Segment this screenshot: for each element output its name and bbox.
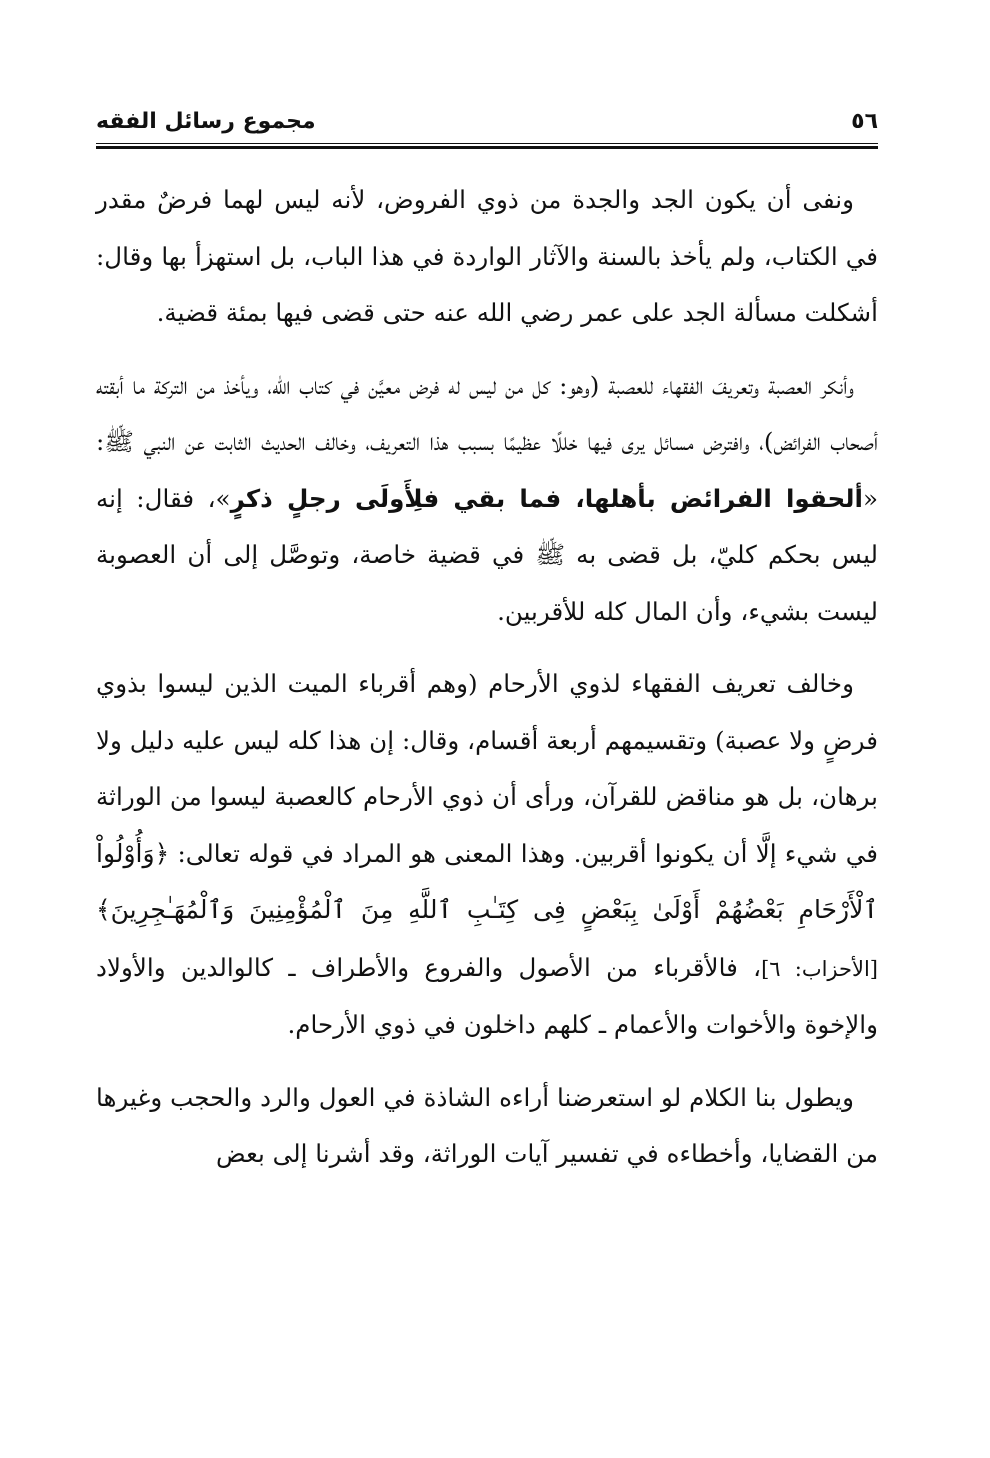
book-title: مجموع رسائل الفقه <box>96 109 316 134</box>
header-rule-thick <box>96 146 878 149</box>
paragraph-asaba-text-2: »، فقال: إنه ليس بحكم كليّ، بل قضى به ﷺ في قضية خاصة، وتوصَّل إلى أن العصوبة ليست بشيء، وأن المال كله للأقربين. <box>96 483 878 626</box>
running-header <box>96 100 878 134</box>
verse-reference: [الأحزاب: ٦] <box>761 956 878 981</box>
paragraph-arham-text-2: ، فالأقرباء من الأصول والفروع والأطراف ـ كالوالدين والأولاد والإخوة والأخوات والأعمام ـ كلهم داخلون في ذوي الأرحام. <box>96 952 878 1039</box>
paragraph-dhawil-arham <box>96 656 878 1054</box>
paragraph-asaba-text-1: وأنكر العصبة وتعريفَ الفقهاء للعصبة (وهو: كل من ليس له فرض معيَّن في كتاب الله، ويأخذ من التركة ما أبقته أصحاب الفرائض)، وافترض مسائل يرى فيها خللًا عظيمًا بسبب هذا التعريف، وخالف الحديث الثابت عن النبي ﷺ: « <box>96 370 878 513</box>
hadith-quote: ألحقوا الفرائض بأهلها، فما بقي فلِأَولَى رجلٍ ذكرٍ <box>230 483 863 513</box>
paragraph-grandparents: ونفى أن يكون الجد والجدة من ذوي الفروض، لأنه ليس لهما فرضٌ مقدر في الكتاب، ولم يأخذ بالسنة والآثار الواردة في هذا الباب، بل استهزأ بها وقال: أشكلت مسألة الجد على عمر رضي الله عنه حتى قضى فيها بمئة قضية. <box>96 185 878 327</box>
paragraph-asaba <box>96 358 878 641</box>
quran-verse: ﴿وَأُوْلُواْ ٱلْأَرْحَامِ بَعْضُهُمْ أَوْلَىٰ بِبَعْضٍ فِى كِتَـٰبِ ٱللَّهِ مِنَ ٱلْمُؤْمِنِينَ وَٱلْمُهَـٰجِرِينَ﴾ <box>96 838 878 924</box>
body-text <box>96 172 878 1199</box>
header-rule-thin <box>96 143 878 144</box>
page-number: ٥٦ <box>851 109 878 134</box>
paragraph-arham-text-1: وخالف تعريف الفقهاء لذوي الأرحام (وهم أقرباء الميت الذين ليسوا بذوي فرضٍ ولا عصبة) وتقسيمهم أربعة أقسام، وقال: إن هذا كله ليس عليه دليل ولا برهان، بل هو مناقض للقرآن، ورأى أن ذوي الأرحام كالعصبة ليسوا من الوراثة في شيء إلَّا أن يكونوا أقربين. وهذا المعنى هو المراد في قوله تعالى: <box>96 669 878 868</box>
paragraph-other-issues: ويطول بنا الكلام لو استعرضنا أراءه الشاذة في العول والرد والحجب وغيرها من القضايا، وأخطاءه في تفسير آيات الوراثة، وقد أشرنا إلى بعض <box>96 1082 878 1168</box>
